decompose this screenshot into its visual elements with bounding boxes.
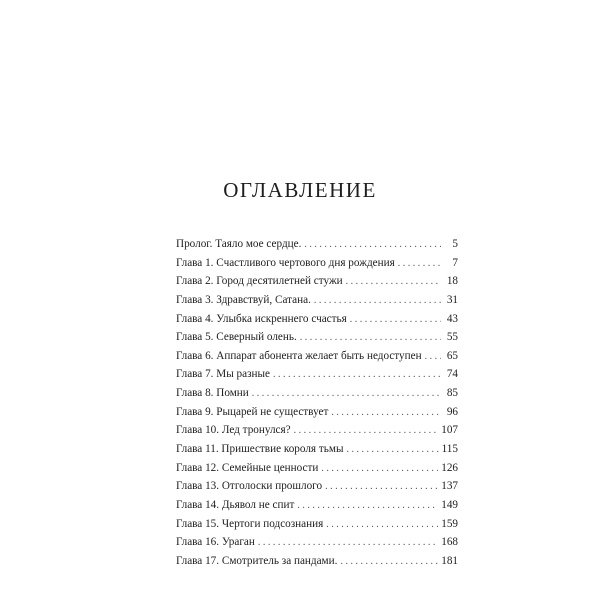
toc-entry bbox=[176, 310, 458, 329]
toc-entry-page-number: 168 bbox=[441, 536, 458, 549]
toc-entry-label: Глава 2. Город десятилетней стужи bbox=[176, 275, 343, 288]
toc-entry bbox=[176, 515, 458, 534]
toc-entry bbox=[176, 403, 458, 422]
toc-entry-page-number: 126 bbox=[441, 461, 458, 474]
toc-entry-label: Глава 3. Здравствуй, Сатана. bbox=[176, 293, 311, 306]
toc-dot-leader bbox=[340, 553, 438, 572]
toc-dot-leader bbox=[325, 478, 438, 497]
toc-entry-page-number: 149 bbox=[441, 498, 458, 511]
toc-entry bbox=[176, 421, 458, 440]
toc-entry-page-number: 5 bbox=[452, 238, 458, 250]
toc-title: ОГЛАВЛЕНИЕ bbox=[223, 178, 377, 202]
toc-entry bbox=[176, 477, 458, 496]
toc-entry-label: Глава 13. Отголоски прошлого bbox=[176, 480, 323, 493]
toc-entry bbox=[176, 459, 458, 478]
toc-entry-page-number: 31 bbox=[446, 293, 458, 306]
toc-dot-leader bbox=[252, 385, 441, 404]
toc-entry-label: Глава 7. Мы разные bbox=[176, 368, 270, 381]
toc-dot-leader bbox=[326, 516, 438, 535]
toc-entry-page-number: 43 bbox=[446, 312, 458, 325]
toc-entry bbox=[176, 533, 458, 552]
toc-dot-leader bbox=[258, 534, 438, 553]
toc-entry-label: Глава 6. Аппарат абонента желает быть недоступен bbox=[176, 349, 422, 362]
toc-dot-leader bbox=[273, 366, 441, 385]
toc-entry-label: Глава 11. Пришествие короля тьмы bbox=[176, 443, 344, 456]
toc-entry bbox=[176, 347, 458, 366]
toc-entry-label: Глава 4. Улыбка искреннего счастья bbox=[176, 312, 347, 325]
toc-entry-label: Глава 15. Чертоги подсознания bbox=[176, 517, 324, 530]
toc-entry-page-number: 55 bbox=[446, 331, 458, 344]
toc-entry-label: Глава 1. Счастливого чертового дня рождения bbox=[176, 256, 395, 269]
toc-entry-page-number: 181 bbox=[441, 554, 458, 567]
toc-entry-label: Глава 12. Семейные ценности bbox=[176, 461, 319, 474]
toc-entry-page-number: 137 bbox=[441, 480, 458, 493]
toc-dot-leader bbox=[398, 255, 441, 274]
toc-dot-leader bbox=[300, 329, 441, 348]
toc-entry-page-number: 85 bbox=[446, 387, 458, 400]
toc-entry-page-number: 115 bbox=[441, 443, 458, 456]
toc-dot-leader bbox=[346, 441, 438, 460]
toc-entry-label: Пролог. Таяло мое сердце. bbox=[176, 238, 302, 250]
toc-entry-label: Глава 14. Дьявол не спит bbox=[176, 498, 295, 511]
toc-entry-label: Глава 8. Помни bbox=[176, 387, 249, 400]
toc-entry-page-number: 65 bbox=[446, 349, 458, 362]
toc-entry-page-number: 159 bbox=[441, 517, 458, 530]
toc-entry-page-number: 74 bbox=[446, 368, 458, 381]
toc-entry-page-number: 18 bbox=[446, 275, 458, 288]
toc-entry bbox=[176, 254, 458, 273]
toc-entry-label: Глава 17. Смотритель за пандами. bbox=[176, 554, 338, 567]
toc-entry bbox=[176, 328, 458, 347]
toc-entry bbox=[176, 440, 458, 459]
toc-entry-page-number: 96 bbox=[446, 405, 458, 418]
toc-entry-label: Глава 5. Северный олень. bbox=[176, 331, 297, 344]
toc-entry bbox=[176, 365, 458, 384]
toc-dot-leader bbox=[425, 348, 441, 367]
toc-entry bbox=[176, 384, 458, 403]
toc-dot-leader bbox=[314, 292, 441, 311]
toc-entry-label: Глава 16. Ураган bbox=[176, 536, 255, 549]
toc-dot-leader bbox=[297, 497, 438, 516]
toc-entry bbox=[176, 291, 458, 310]
toc-dot-leader bbox=[294, 422, 439, 441]
toc-list bbox=[176, 235, 458, 571]
toc-entry bbox=[176, 552, 458, 571]
toc-dot-leader bbox=[346, 273, 441, 292]
toc-entry bbox=[176, 272, 458, 291]
toc-entry-page-number: 7 bbox=[452, 256, 458, 269]
toc-dot-leader bbox=[304, 236, 441, 255]
toc-dot-leader bbox=[321, 460, 438, 479]
toc-dot-leader bbox=[331, 404, 441, 423]
toc-entry bbox=[176, 496, 458, 515]
toc-entry-page-number: 107 bbox=[441, 424, 458, 437]
toc-entry-label: Глава 10. Лед тронулся? bbox=[176, 424, 291, 437]
toc-dot-leader bbox=[350, 311, 441, 330]
toc-entry bbox=[176, 235, 458, 254]
toc-entry-label: Глава 9. Рыцарей не существует bbox=[176, 405, 329, 418]
